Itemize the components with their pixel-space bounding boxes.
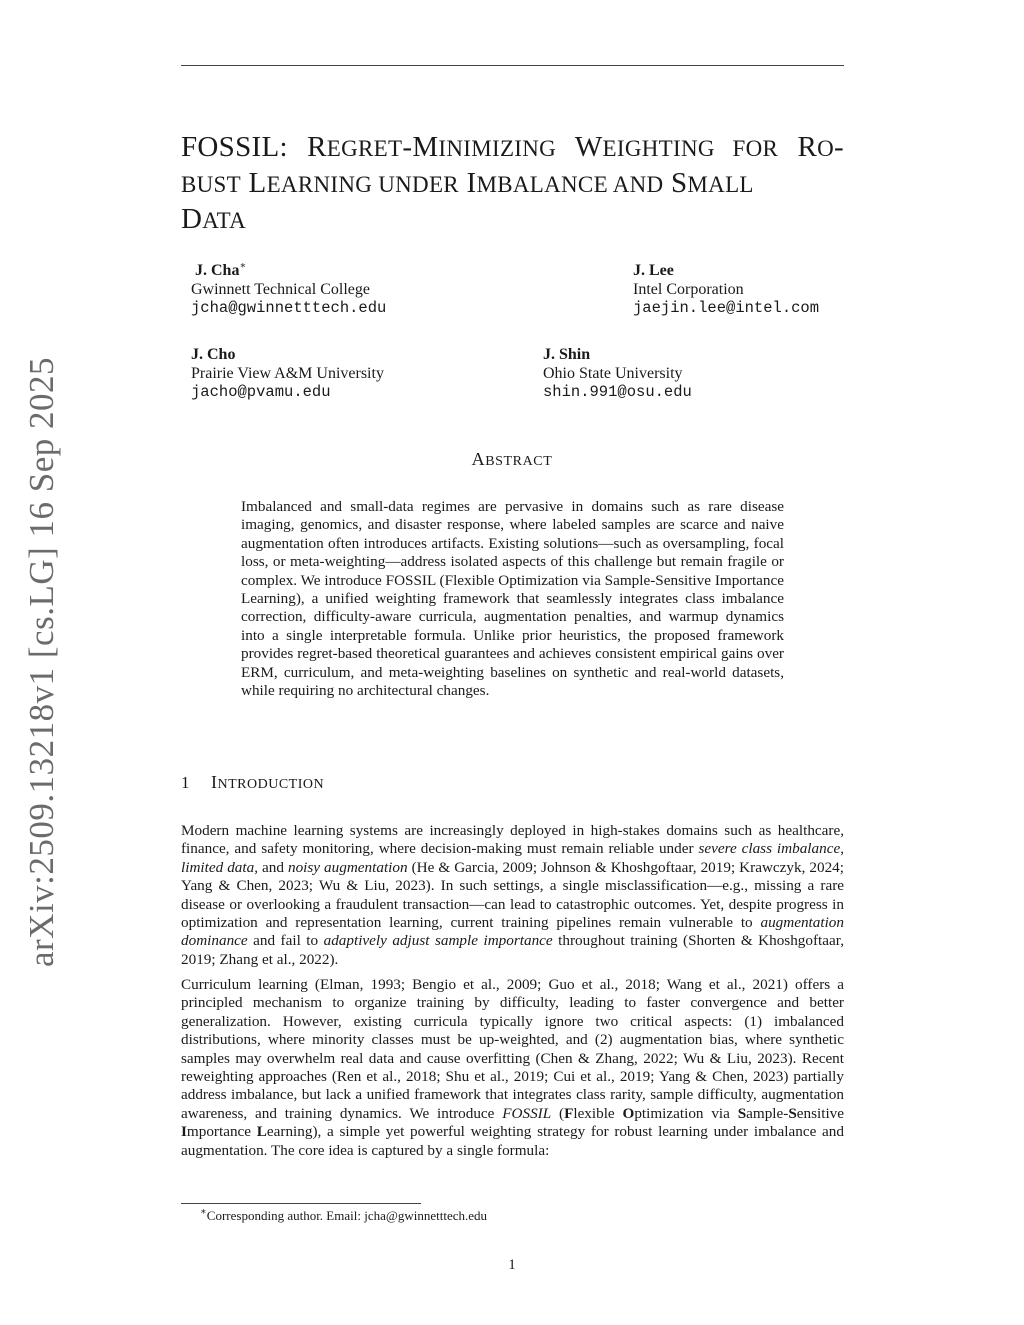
author-name: J. Shin xyxy=(543,346,591,363)
header-rule xyxy=(181,65,844,66)
arxiv-identifier: arXiv:2509.13218v1 [cs.LG] 16 Sep 2025 xyxy=(22,356,61,968)
page-number: 1 xyxy=(508,1257,516,1273)
paper-title: FOSSIL: REGRET-MINIMIZING WEIGHTING FOR RO- BUST LEARNING UNDER IMBALANCE AND SMALL DATA xyxy=(181,131,844,235)
abstract-heading: ABSTRACT xyxy=(471,449,553,469)
author-block-shin xyxy=(543,345,692,402)
section-heading-introduction: 1 INTRODUCTION xyxy=(181,772,325,792)
author-email: shin.991@osu.edu xyxy=(543,383,692,401)
author-affiliation: Gwinnett Technical College xyxy=(191,281,370,298)
author-footnote-mark: ∗ xyxy=(239,260,247,272)
author-affiliation: Intel Corporation xyxy=(633,281,744,298)
abstract-text: Imbalanced and small-data regimes are pervasive in domains such as rare disease imaging, genomics, and disaster response, where labeled samples are scarce and naive augmentation often introduces artifacts. Existing solutions—such as oversampling, focal loss, or meta-weighting—address isolated aspects of this challenge but remain fragile or complex. We introduce FOSSIL (Flexible Optimization via Sample-Sensitive Importance Learning), a unified weighting framework that seamlessly integrates class imbalance correction, difficulty-aware curricula, augmentation penalties, and warmup dynamics into a single interpretable formula. Unlike prior heuristics, the proposed framework provides regret-based theoretical guarantees and achieves consistent empirical gains over ERM, curriculum, and meta-weighting baselines on synthetic and real-world datasets, while requiring no architectural changes. xyxy=(241,498,784,700)
author-affiliation: Prairie View A&M University xyxy=(191,365,384,382)
paragraph-intro-2: Curriculum learning (Elman, 1993; Bengio et al., 2009; Guo et al., 2018; Wang et al., 2021) offers a principled mechanism to organize training by difficulty, leading to faster convergence and better generalization. However, existing curricula typically ignore two critical aspects: (1) imbalanced distributions, where minority classes must be up-weighted, and (2) augmentation bias, where synthetic samples may overwhelm real data and cause overfitting (Chen & Zhang, 2022; Wu & Liu, 2023). Recent reweighting approaches (Ren et al., 2018; Shu et al., 2019; Cui et al., 2019; Yang & Chen, 2023) partially address imbalance, but lack a unified framework that integrates class rarity, sample difficulty, augmentation awareness, and training dynamics. We introduce FOSSIL (Flexible Optimization via Sample-Sensitive Importance Learning), a simple yet powerful weighting strategy for robust learning under imbalance and augmentation. The core idea is captured by a single formula: xyxy=(181,976,845,1159)
footnote-rule xyxy=(181,1203,421,1204)
author-email: jaejin.lee@intel.com xyxy=(633,299,820,317)
footnote-text: Corresponding author. Email: jcha@gwinnetttech.edu xyxy=(206,1208,488,1223)
section-number: 1 xyxy=(181,773,190,792)
author-block-cho xyxy=(191,345,384,402)
author-name: J. Lee xyxy=(633,262,674,279)
author-name: J. Cho xyxy=(191,346,236,363)
author-block-cha xyxy=(191,260,387,318)
paragraph-intro-1: Modern machine learning systems are increasingly deployed in high-stakes domains such as healthcare, finance, and safety monitoring, where decision-making must remain reliable under severe class imbalance, limited data, and noisy augmentation (He & Garcia, 2009; Johnson & Khoshgoftaar, 2019; Krawczyk, 2024; Yang & Chen, 2023; Wu & Liu, 2023). In such settings, a single misclassification—e.g., missing a rare disease or overlooking a fraudulent transaction—can lead to catastrophic outcomes. Yet, despite progress in optimization and representation learning, current training pipelines remain vulnerable to augmentation dominance and fail to adaptively adjust sample importance throughout training (Shorten & Khoshgoftaar, 2019; Zhang et al., 2022). xyxy=(181,822,844,968)
author-affiliation: Ohio State University xyxy=(543,365,683,382)
footnote-mark: ∗ xyxy=(200,1206,207,1218)
author-name: J. Cha xyxy=(195,262,240,279)
author-block-lee xyxy=(633,261,819,318)
author-email: jcha@gwinnetttech.edu xyxy=(191,299,387,317)
author-email: jacho@pvamu.edu xyxy=(191,383,331,401)
footnote xyxy=(200,1208,487,1224)
